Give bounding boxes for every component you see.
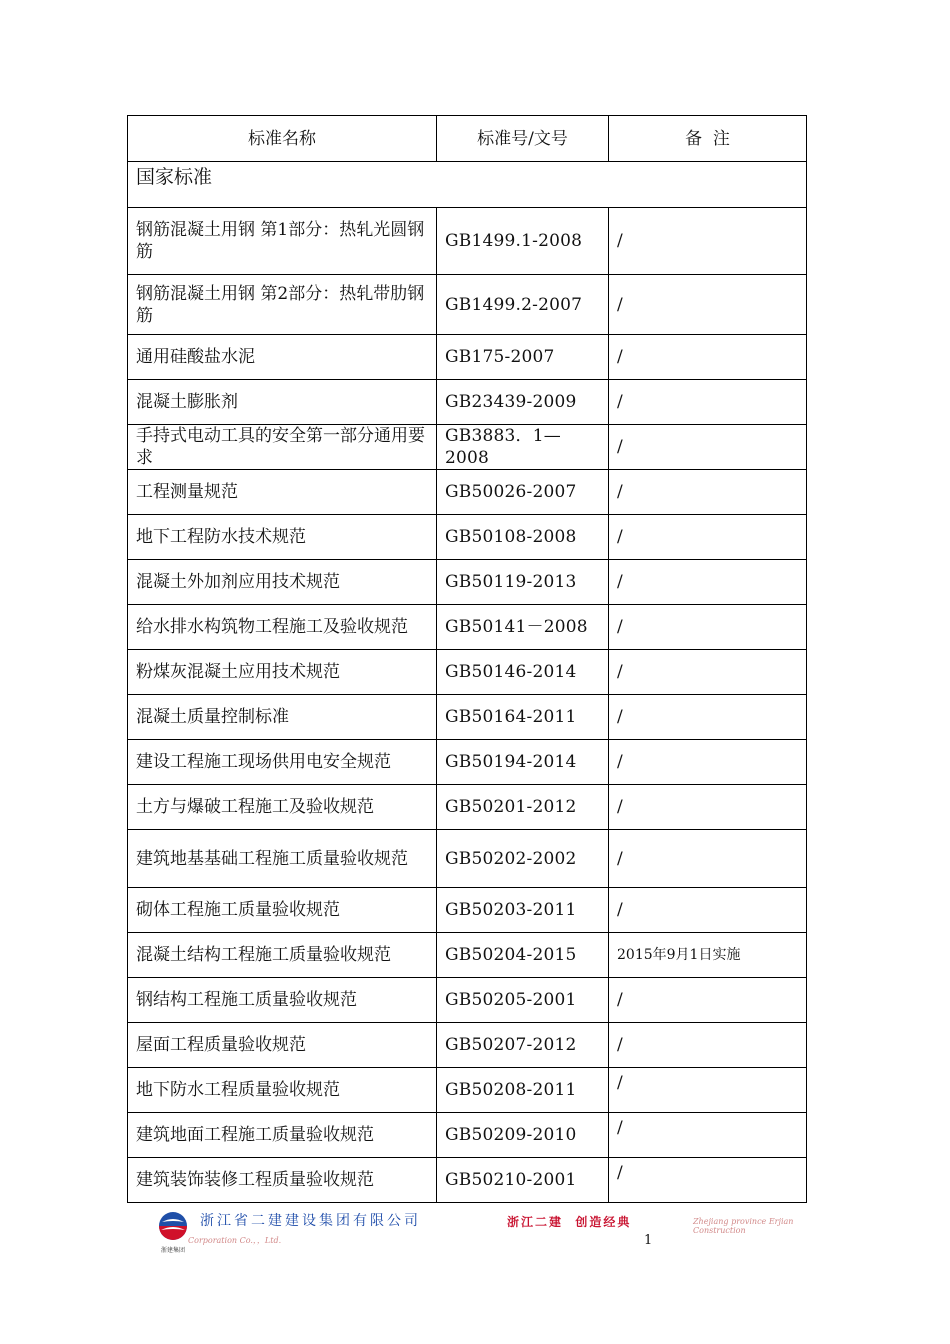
- standard-note: /: [609, 1023, 807, 1068]
- standard-name: 土方与爆破工程施工及验收规范: [128, 785, 437, 830]
- logo-text: 浙建集团: [160, 1247, 186, 1254]
- standard-note: /: [609, 380, 807, 425]
- standard-code: GB50141－2008: [437, 605, 609, 650]
- standard-note: /: [609, 1113, 807, 1158]
- standard-note: /: [609, 470, 807, 515]
- table-row: [128, 560, 807, 605]
- company-slogan: 浙江二建 创造经典: [507, 1215, 632, 1229]
- standard-name: 钢筋混凝土用钢 第1部分：热轧光圆钢筋: [128, 208, 437, 275]
- standard-code: GB50203-2011: [437, 888, 609, 933]
- standard-code: GB50207-2012: [437, 1023, 609, 1068]
- standard-code: GB50119-2013: [437, 560, 609, 605]
- table-row: [128, 275, 807, 335]
- standard-note: 2015年9月1日实施: [609, 933, 807, 978]
- standard-note: /: [609, 695, 807, 740]
- standard-code: GB50208-2011: [437, 1068, 609, 1113]
- standard-note: /: [609, 978, 807, 1023]
- table-row: [128, 470, 807, 515]
- standard-code: GB50194-2014: [437, 740, 609, 785]
- standard-name: 粉煤灰混凝土应用技术规范: [128, 650, 437, 695]
- standard-code: GB50108-2008: [437, 515, 609, 560]
- standard-note: /: [609, 560, 807, 605]
- table-row: [128, 605, 807, 650]
- standard-name: 建筑地面工程施工质量验收规范: [128, 1113, 437, 1158]
- standard-code: GB1499.1-2008: [437, 208, 609, 275]
- section-row: [128, 162, 807, 208]
- standard-note: /: [609, 335, 807, 380]
- standard-code: GB50209-2010: [437, 1113, 609, 1158]
- standard-code: GB50210-2001: [437, 1158, 609, 1203]
- standard-code: GB50201-2012: [437, 785, 609, 830]
- table-row: [128, 740, 807, 785]
- table-row: [128, 785, 807, 830]
- standard-name: 钢筋混凝土用钢 第2部分：热轧带肋钢筋: [128, 275, 437, 335]
- company-name: 浙江省二建建设集团有限公司: [200, 1213, 421, 1229]
- table-row: [128, 888, 807, 933]
- standard-code: GB50146-2014: [437, 650, 609, 695]
- standard-name: 混凝土膨胀剂: [128, 380, 437, 425]
- standard-code: GB50202-2002: [437, 830, 609, 888]
- table-row: [128, 1068, 807, 1113]
- standard-code: GB23439-2009: [437, 380, 609, 425]
- standard-note: /: [609, 425, 807, 470]
- table-row: [128, 978, 807, 1023]
- standard-name: 给水排水构筑物工程施工及验收规范: [128, 605, 437, 650]
- standard-note: /: [609, 740, 807, 785]
- standard-code: GB50204-2015: [437, 933, 609, 978]
- standard-note: /: [609, 275, 807, 335]
- standard-name: 钢结构工程施工质量验收规范: [128, 978, 437, 1023]
- table-row: [128, 380, 807, 425]
- standard-name: 通用硅酸盐水泥: [128, 335, 437, 380]
- standard-name: 手持式电动工具的安全第一部分通用要求: [128, 425, 437, 470]
- standard-name: 建筑地基基础工程施工质量验收规范: [128, 830, 437, 888]
- standard-code: GB175-2007: [437, 335, 609, 380]
- standard-note: /: [609, 1158, 807, 1203]
- standard-note: /: [609, 888, 807, 933]
- page-footer: [150, 1206, 830, 1266]
- standard-code: GB50164-2011: [437, 695, 609, 740]
- table-row: [128, 1113, 807, 1158]
- table-row: [128, 1023, 807, 1068]
- standard-note: /: [609, 605, 807, 650]
- standard-code: GB50026-2007: [437, 470, 609, 515]
- table-row: [128, 425, 807, 470]
- standard-name: 混凝土外加剂应用技术规范: [128, 560, 437, 605]
- company-slogan-english: Zhejiang province Erjian Construction: [693, 1217, 794, 1235]
- table-row: [128, 695, 807, 740]
- standard-name: 屋面工程质量验收规范: [128, 1023, 437, 1068]
- standard-name: 混凝土结构工程施工质量验收规范: [128, 933, 437, 978]
- standard-name: 砌体工程施工质量验收规范: [128, 888, 437, 933]
- standard-note: /: [609, 830, 807, 888]
- table-header-row: [128, 116, 807, 162]
- header-code: 标准号/文号: [437, 116, 609, 162]
- standard-name: 地下防水工程质量验收规范: [128, 1068, 437, 1113]
- table-row: [128, 515, 807, 560]
- standards-table: [127, 115, 807, 1203]
- standard-code: GB1499.2-2007: [437, 275, 609, 335]
- standard-note: /: [609, 785, 807, 830]
- standard-code: GB3883．1—2008: [437, 425, 609, 470]
- standard-code: GB50205-2001: [437, 978, 609, 1023]
- standard-note: /: [609, 515, 807, 560]
- table-row: [128, 208, 807, 275]
- table-row: [128, 335, 807, 380]
- standard-note: /: [609, 208, 807, 275]
- section-title: 国家标准: [128, 162, 807, 208]
- standard-name: 地下工程防水技术规范: [128, 515, 437, 560]
- table-row: [128, 933, 807, 978]
- company-name-english: Corporation Co.，，Ltd.: [188, 1236, 282, 1245]
- standard-note: /: [609, 650, 807, 695]
- table-row: [128, 650, 807, 695]
- standard-name: 建筑装饰装修工程质量验收规范: [128, 1158, 437, 1203]
- table-row: [128, 1158, 807, 1203]
- standard-name: 混凝土质量控制标准: [128, 695, 437, 740]
- standard-note: /: [609, 1068, 807, 1113]
- header-name: 标准名称: [128, 116, 437, 162]
- header-note: 备 注: [609, 116, 807, 162]
- standard-name: 工程测量规范: [128, 470, 437, 515]
- page-number: 1: [644, 1233, 653, 1248]
- company-logo: [153, 1209, 193, 1255]
- table-row: [128, 830, 807, 888]
- standard-name: 建设工程施工现场供用电安全规范: [128, 740, 437, 785]
